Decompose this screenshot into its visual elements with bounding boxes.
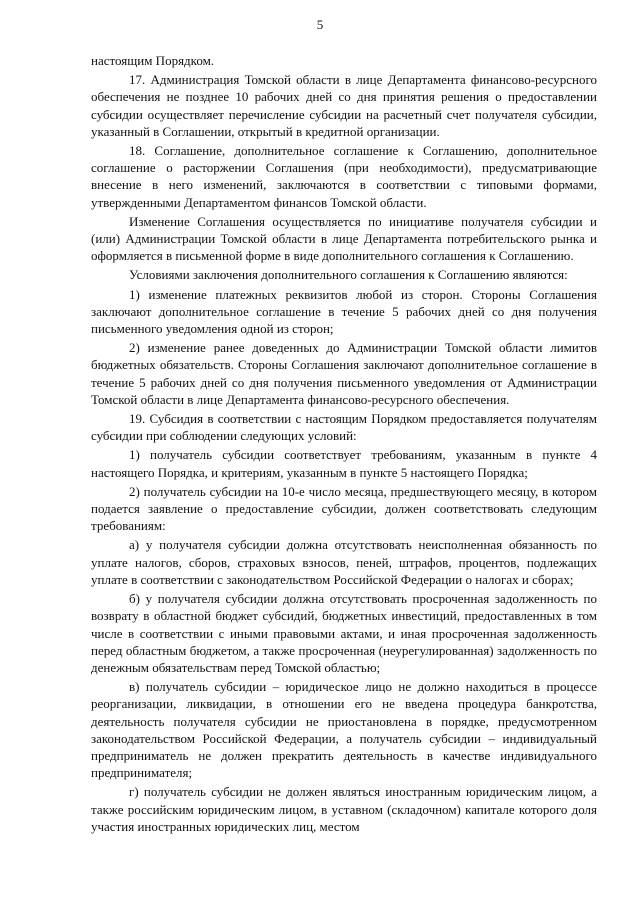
paragraph-item-19-1: 1) получатель субсидии соответствует требованиям, указанным в пункте 4 настоящего Порядка, и критериям, указанным в пункте 5 настоящего Порядка; — [91, 447, 597, 480]
paragraph-item-19-2-v: в) получатель субсидии – юридическое лицо не должно находиться в процессе реорганизации, ликвидации, в отношении его не введена процедура банкротства, деятельность получателя субсидии не приостановлена в порядке, предусмотренном законодательством Российской Федерации, а получатель субсидии – индивидуальный предприниматель не должен прекратить деятельность в качестве индивидуального предпринимателя; — [91, 679, 597, 781]
paragraph-item-19-2: 2) получатель субсидии на 10-е число месяца, предшествующего месяцу, в котором подается заявление о предоставление субсидии, должен соответствовать следующим требованиям: — [91, 483, 597, 534]
paragraph-agreement-change: Изменение Соглашения осуществляется по инициативе получателя субсидии и (или) Администрации Томской области в лице Департамента потребительского рынка и оформляется в письменной форме в виде дополнительного соглашения к Соглашению. — [91, 213, 597, 264]
paragraph-item-18: 18. Соглашение, дополнительное соглашение к Соглашению, дополнительное соглашение о расторжении Соглашения (при необходимости), предусматривающие внесение в него изменений, заключаются в соответствии с типовыми формами, утвержденными Департаментом финансов Томской области. — [91, 143, 597, 210]
paragraph-condition-2: 2) изменение ранее доведенных до Администрации Томской области лимитов бюджетных обязательств. Стороны Соглашения заключают дополнительное соглашение в течение 5 рабочих дней со дня получения письменного уведомления от Администрации Томской области в лице Департамента финансово-ресурсного обеспечения. — [91, 340, 597, 407]
paragraph-condition-1: 1) изменение платежных реквизитов любой из сторон. Стороны Соглашения заключают дополнительное соглашение в течение 5 рабочих дней со дня получения письменного уведомления одной из сторон; — [91, 286, 597, 337]
paragraph-item-19-2-a: а) у получателя субсидии должна отсутствовать неисполненная обязанность по уплате налогов, сборов, страховых взносов, пеней, штрафов, процентов, подлежащих уплате в соответствии с законодательством Российской Федерации о налогах и сборах; — [91, 537, 597, 587]
paragraph-continuation: настоящим Порядком. — [91, 53, 215, 68]
paragraph-conditions-intro: Условиями заключения дополнительного соглашения к Соглашению являются: — [129, 267, 568, 283]
page-number: 5 — [316, 17, 324, 32]
paragraph-item-19-2-b: б) у получателя субсидии должна отсутствовать просроченная задолженность по возврату в областной бюджет субсидий, бюджетных инвестиций, предоставленных в том числе в соответствии с иными правовыми актами, и иная просроченная задолженность перед областным бюджетом, а также просроченная (неурегулированная) задолженность по денежным обязательствам перед Томской областью; — [91, 591, 597, 675]
paragraph-item-17: 17. Администрация Томской области в лице Департамента финансово-ресурсного обеспечения не позднее 10 рабочих дней со дня принятия решения о предоставлении субсидии осуществляет перечисление субсидии на расчетный счет получателя субсидии, указанный в Соглашении, открытый в кредитной организации. — [91, 72, 597, 139]
paragraph-item-19-2-g: г) получатель субсидии не должен являться иностранным юридическим лицом, а также российским юридическим лицом, в уставном (складочном) капитале которого доля участия иностранных юридических лиц, местом — [91, 784, 597, 834]
paragraph-item-19: 19. Субсидия в соответствии с настоящим Порядком предоставляется получателям субсидии при соблюдении следующих условий: — [91, 411, 597, 444]
document-body — [91, 52, 597, 837]
